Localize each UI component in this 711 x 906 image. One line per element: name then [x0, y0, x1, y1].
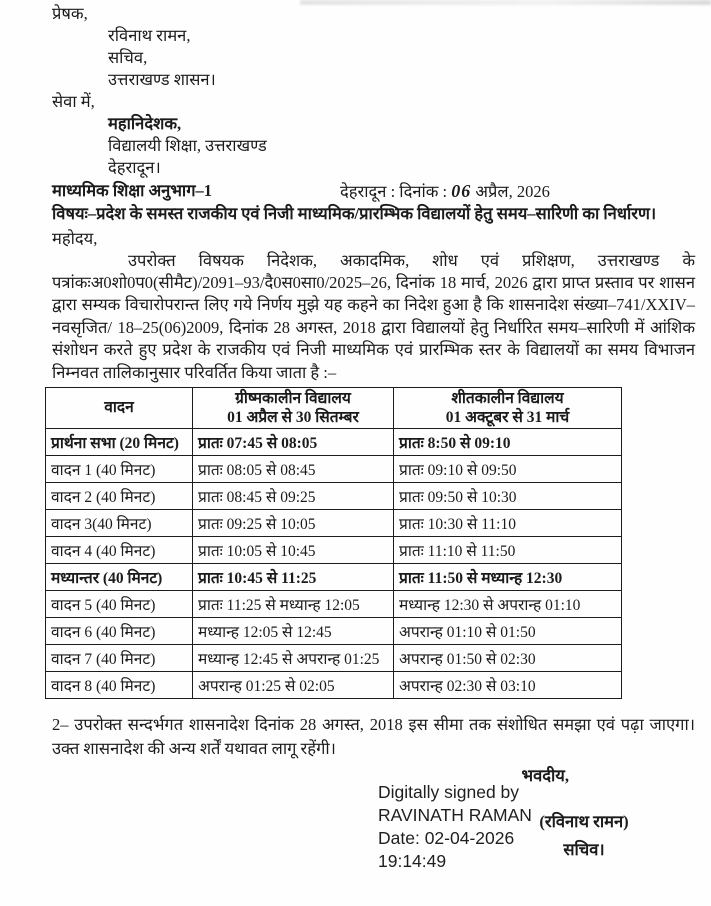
- recipient-dept: विद्यालयी शिक्षा, उत्तराखण्ड: [108, 136, 267, 155]
- subject-line: विषयः–प्रदेश के समस्त राजकीय एवं निजी माध्यमिक/प्रारम्भिक विद्यालयों हेतु समय–सारिणी का निर्धारण।: [52, 204, 657, 223]
- closing-salutation: भवदीय,: [521, 765, 569, 785]
- header-period-column: वादन: [46, 387, 193, 428]
- winter-cell: प्रातः 09:50 से 10:30: [394, 482, 622, 509]
- winter-cell: प्रातः 8:50 से 09:10: [394, 428, 622, 455]
- winter-cell: प्रातः 11:10 से 11:50: [394, 536, 622, 563]
- sender-org: उत्तराखण्ड शासन।: [108, 70, 216, 89]
- period-cell: मध्यान्तर (40 मिनट): [46, 563, 193, 590]
- period-cell: वादन 2 (40 मिनट): [46, 482, 193, 509]
- scan-artifact: [300, 0, 711, 5]
- period-cell: वादन 6 (40 मिनट): [46, 617, 193, 644]
- signature-area: [52, 781, 695, 897]
- winter-cell: प्रातः 09:10 से 09:50: [394, 455, 622, 482]
- summer-cell: मध्यान्ह 12:05 से 12:45: [193, 617, 394, 644]
- dateline-day-handwritten: 06: [451, 181, 472, 201]
- summer-column-title: ग्रीष्मकालीन विद्यालय: [235, 389, 351, 407]
- summer-cell: प्रातः 10:05 से 10:45: [193, 536, 394, 563]
- timetable-row: [46, 671, 622, 698]
- recipient-label: सेवा में,: [52, 92, 95, 111]
- summer-column-dates: 01 अप्रैल से 30 सितम्बर: [227, 408, 359, 426]
- winter-cell: प्रातः 11:50 से मध्यान्ह 12:30: [394, 563, 622, 590]
- summer-cell: प्रातः 09:25 से 10:05: [193, 509, 394, 536]
- dateline-rest: अप्रैल, 2026: [471, 182, 550, 201]
- signer-designation: सचिव।: [563, 839, 605, 859]
- winter-cell: प्रातः 10:30 से 11:10: [394, 509, 622, 536]
- recipient-city: देहरादून।: [108, 158, 161, 177]
- dateline: [340, 180, 550, 203]
- signer-name: (रविनाथ रामन): [539, 811, 629, 831]
- timetable-row: [46, 617, 622, 644]
- period-cell: वादन 4 (40 मिनट): [46, 536, 193, 563]
- timetable-row: [46, 563, 622, 590]
- summer-cell: मध्यान्ह 12:45 से अपरान्ह 01:25: [193, 644, 394, 671]
- timetable-row: [46, 536, 622, 563]
- summer-cell: प्रातः 11:25 से मध्यान्ह 12:05: [193, 590, 394, 617]
- period-cell: वादन 1 (40 मिनट): [46, 455, 193, 482]
- timetable-row: [46, 482, 622, 509]
- timetable-row: [46, 644, 622, 671]
- period-cell: वादन 8 (40 मिनट): [46, 671, 193, 698]
- digital-signature-line1: Digitally signed by: [378, 781, 520, 802]
- winter-cell: अपरान्ह 01:50 से 02:30: [394, 644, 622, 671]
- body-paragraph-1: उपरोक्त विषयक निदेशक, अकादमिक, शोध एवं प्रशिक्षण, उत्तराखण्ड के पत्रांकःअ0शो0प0(सीमैट)/2091–93/दै0स0सा0/2025–26, दिनांक 18 मार्च, 2026 द्वारा प्राप्त प्रस्ताव पर शासन द्वारा सम्यक विचारोपरान्त लिए गये निर्णय मुझे यह कहने का निदेश हुआ है कि शासनादेश संख्या–741/XXIV–नवसृजित/ 18–25(06)2009, दिनांक 28 अगस्त, 2018 द्वारा विद्यालयों हेतु निर्धारित समय–सारिणी में आंशिक संशोधन करते हुए प्रदेश के राजकीय एवं निजी माध्यमिक एवं प्रारम्भिक स्तर के विद्यालयों का समय विभाजन निम्नवत तालिकानुसार परिवर्तित किया जाता है :–: [52, 250, 695, 382]
- digital-signature-line4: 19:14:49: [378, 850, 447, 871]
- digital-signature-line3: Date: 02-04-2026: [378, 827, 515, 848]
- sender-name: रविनाथ रामन,: [108, 26, 191, 45]
- section-name: माध्यमिक शिक्षा अनुभाग–1: [52, 181, 213, 200]
- timetable-row: [46, 590, 622, 617]
- summer-cell: अपरान्ह 01:25 से 02:05: [193, 671, 394, 698]
- timetable-row: [46, 509, 622, 536]
- winter-column-dates: 01 अक्टूबर से 31 मार्च: [445, 408, 570, 426]
- period-cell: वादन 7 (40 मिनट): [46, 644, 193, 671]
- header-summer-column: [193, 387, 394, 428]
- period-cell: प्रार्थना सभा (20 मिनट): [46, 428, 193, 455]
- period-cell: वादन 5 (40 मिनट): [46, 590, 193, 617]
- salutation: महोदय,: [52, 228, 98, 248]
- winter-cell: मध्यान्ह 12:30 से अपरान्ह 01:10: [394, 590, 622, 617]
- dateline-prefix: देहरादून : दिनांक :: [340, 182, 452, 201]
- timetable: [45, 387, 622, 699]
- body-paragraph-2: 2– उपरोक्त सन्दर्भगत शासनादेश दिनांक 28 अगस्त, 2018 इस सीमा तक संशोधित समझा एवं पढ़ा जाएगा। उक्त शासनादेश की अन्य शर्तें यथावत लागू रहेंगी।: [52, 714, 695, 758]
- digital-signature-line2: RAVINATH RAMAN: [378, 804, 532, 825]
- header-winter-column: [394, 387, 622, 428]
- timetable-header-row: [46, 387, 622, 428]
- recipient-name: महानिदेशक,: [108, 114, 182, 133]
- summer-cell: प्रातः 07:45 से 08:05: [193, 428, 394, 455]
- signer-block: [504, 811, 664, 861]
- winter-cell: अपरान्ह 01:10 से 01:50: [394, 617, 622, 644]
- section-dateline-row: [52, 180, 695, 202]
- summer-cell: प्रातः 08:05 से 08:45: [193, 455, 394, 482]
- sender-label: प्रेषक,: [52, 4, 88, 23]
- sender-designation: सचिव,: [108, 48, 148, 67]
- timetable-row: [46, 455, 622, 482]
- winter-column-title: शीतकालीन विद्यालय: [451, 389, 564, 407]
- summer-cell: प्रातः 10:45 से 11:25: [193, 563, 394, 590]
- timetable-row: [46, 428, 622, 455]
- winter-cell: अपरान्ह 02:30 से 03:10: [394, 671, 622, 698]
- timetable-body: [46, 428, 622, 698]
- summer-cell: प्रातः 08:45 से 09:25: [193, 482, 394, 509]
- period-cell: वादन 3(40 मिनट): [46, 509, 193, 536]
